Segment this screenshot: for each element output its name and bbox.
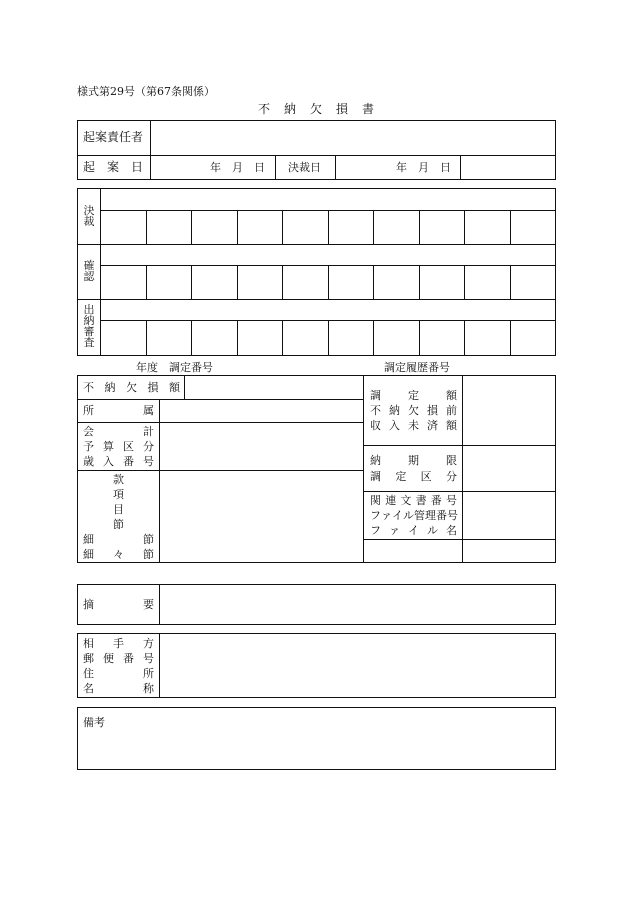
moku-label: 目	[113, 503, 124, 516]
year-adjust-number-label: 年度 調定番号	[136, 361, 213, 374]
postal-label: 郵 便 番 号	[83, 652, 154, 665]
divider	[363, 539, 555, 540]
divider	[191, 320, 192, 355]
divider	[419, 265, 420, 299]
divider	[237, 320, 238, 355]
draft-date-label: 起 案 日	[83, 160, 144, 174]
department-label: 所 属	[83, 404, 154, 417]
adjust-history-number-label: 調定履歴番号	[384, 361, 450, 374]
kessai-label: 決裁	[83, 204, 95, 228]
decision-date-field[interactable]: 年 月 日	[396, 161, 451, 174]
divider	[282, 210, 283, 244]
divider	[510, 265, 511, 299]
divider	[78, 470, 363, 471]
divider	[464, 265, 465, 299]
divider	[373, 265, 374, 299]
due-date-label: 納 期 限	[370, 454, 457, 467]
summary-field[interactable]	[161, 586, 554, 623]
address-label: 住 所	[83, 667, 154, 680]
divider	[328, 265, 329, 299]
divider	[184, 376, 185, 399]
prior-writeoff-label: 不 納 欠 損 前	[370, 404, 457, 417]
form-number: 様式第29号（第67条関係）	[77, 85, 215, 98]
writeoff-amount-label: 不 納 欠 損 額	[83, 381, 180, 394]
divider	[419, 320, 420, 355]
related-doc-label: 関 連 文 書 番 号	[370, 494, 457, 507]
page-title: 不 納 欠 損 書	[258, 102, 376, 116]
kakunin-label: 確認	[83, 259, 95, 283]
divider	[237, 265, 238, 299]
divider	[237, 210, 238, 244]
other-party-label: 相 手 方	[83, 637, 154, 650]
decision-date-label: 決裁日	[288, 161, 321, 174]
budget-class-label: 予 算 区 分	[83, 440, 154, 453]
divider	[275, 156, 276, 179]
divider	[282, 265, 283, 299]
kan-label: 款	[113, 473, 124, 486]
divider	[282, 320, 283, 355]
name-label: 名 称	[83, 682, 154, 695]
divider	[146, 320, 147, 355]
remarks-label: 備考	[83, 716, 105, 729]
revenue-number-label: 歳 入 番 号	[83, 455, 154, 468]
uncollected-label: 収 入 未 済 額	[370, 419, 457, 432]
setsu-label: 節	[113, 518, 124, 531]
divider	[510, 320, 511, 355]
divider	[373, 320, 374, 355]
divider	[159, 399, 160, 562]
divider	[146, 265, 147, 299]
divider	[78, 299, 555, 300]
divider	[78, 422, 363, 423]
divider	[150, 121, 151, 179]
divider	[464, 210, 465, 244]
draft-date-field[interactable]: 年 月 日	[210, 161, 265, 174]
divider	[464, 320, 465, 355]
accounting-label: 会 計	[83, 425, 154, 438]
divider	[159, 585, 160, 624]
responsible-label: 起案責任者	[83, 130, 144, 144]
divider	[363, 445, 555, 446]
divider	[328, 320, 329, 355]
file-name-label: フ ァ イ ル 名	[370, 524, 457, 537]
divider	[191, 210, 192, 244]
kou-label: 項	[113, 488, 124, 501]
approval-grid	[77, 188, 556, 356]
summary-label: 摘 要	[83, 598, 154, 611]
divider	[460, 156, 461, 179]
suitou-label: 出納審査	[83, 303, 95, 349]
divider	[159, 634, 160, 697]
party-field[interactable]	[161, 635, 554, 696]
adjust-class-label: 調 定 区 分	[370, 470, 457, 483]
divider	[363, 376, 364, 562]
divider	[373, 210, 374, 244]
file-mgmt-label: フ ァ イ ル 管 理 番 号	[370, 509, 458, 522]
divider	[363, 491, 555, 492]
divider	[510, 210, 511, 244]
divider	[462, 376, 463, 562]
divider	[100, 189, 101, 355]
divider	[191, 265, 192, 299]
divider	[419, 210, 420, 244]
divider	[328, 210, 329, 244]
saisaisetsu-label: 細 々 節	[83, 548, 154, 561]
remarks-field[interactable]	[79, 730, 554, 768]
divider	[78, 399, 363, 400]
divider	[78, 244, 555, 245]
saisetsu-label: 細 節	[83, 533, 154, 546]
divider	[146, 210, 147, 244]
adjust-amount-label: 調 定 額	[370, 389, 457, 402]
divider	[335, 156, 336, 179]
